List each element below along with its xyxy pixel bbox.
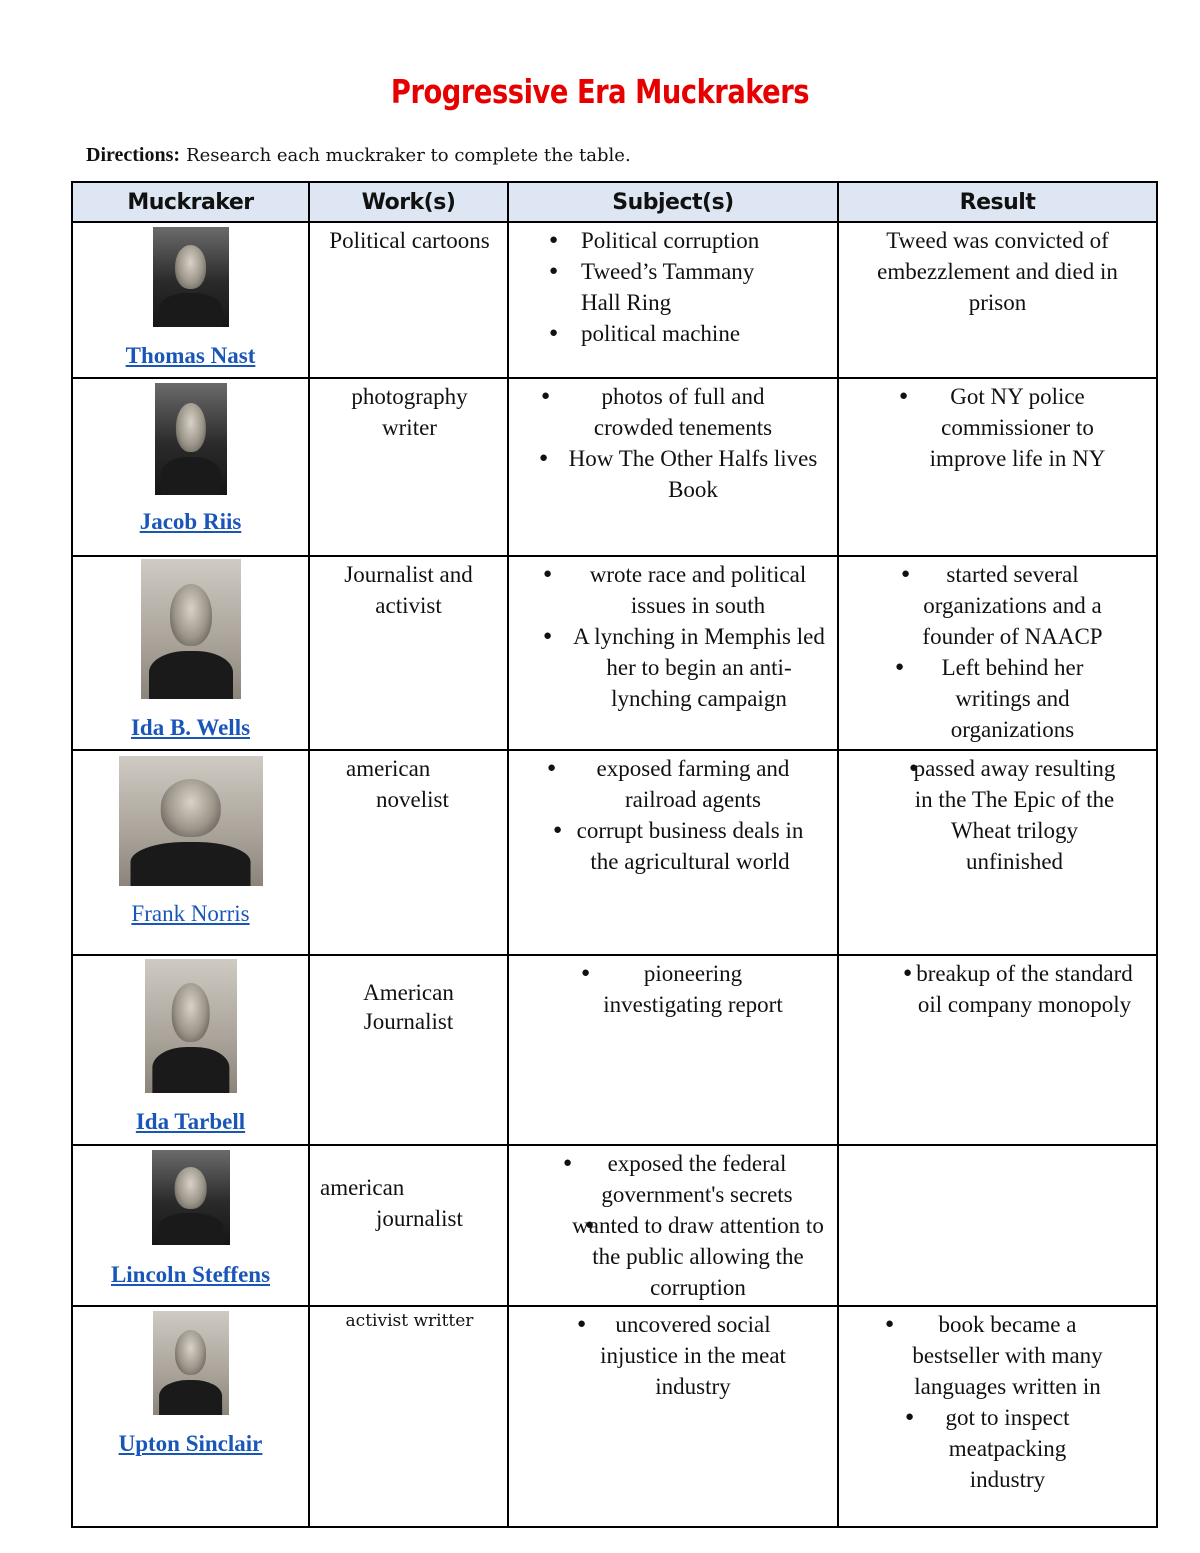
list-item: ● breakup of the standard oil company monopoly [835,958,1150,1020]
muckraker-cell [72,378,309,556]
table-row [72,378,1157,556]
list-item: ● pioneering investigating report [495,958,831,1020]
muckraker-link[interactable]: Jacob Riis [139,509,242,534]
works-text: Political cartoons [329,228,490,253]
subjects-cell [508,1306,838,1527]
muckraker-cell [72,222,309,378]
table-row [72,1145,1157,1306]
result-cell [838,556,1157,750]
portrait-photo [152,1150,230,1245]
muckraker-cell [72,750,309,955]
list-item: ● political machine [515,318,831,349]
list-item: ● wrote race and political issues in south [505,559,831,621]
list-item: ● corrupt business deals in the agricultural world [505,815,831,877]
portrait-photo [145,959,237,1093]
header-muckraker: Muckraker [72,182,309,222]
muckraker-link[interactable]: Thomas Nast [125,343,256,368]
list-item: ● wanted to draw attention to the public allowing the corruption [501,1210,831,1303]
muckraker-link[interactable]: Upton Sinclair [118,1431,263,1456]
subjects-cell [508,1145,838,1306]
muckrakers-table [71,181,1158,1528]
result-cell [838,378,1157,556]
subjects-cell [508,378,838,556]
subjects-cell [508,556,838,750]
list-item: ● got to inspect meatpacking industry [835,1402,1150,1495]
works-line: photography [351,384,468,409]
result-cell [838,955,1157,1145]
list-item: ● photos of full and crowded tenements [475,381,831,443]
subjects-cell [508,955,838,1145]
list-item: ● started several organizations and a founder of NAACP [835,559,1150,652]
table-row [72,750,1157,955]
table-row [72,556,1157,750]
directions-text: Research each muckraker to complete the table. [186,145,631,166]
works-cell [309,222,508,378]
works-text: activist writter [345,1311,474,1331]
header-works: Work(s) [309,182,508,222]
list-item: ● exposed farming and railroad agents [495,753,831,815]
works-cell [309,1145,508,1306]
works-cell [309,1306,508,1527]
result-cell [838,1145,1157,1306]
muckraker-cell [72,955,309,1145]
header-subjects: Subject(s) [508,182,838,222]
list-item: ● Got NY police commissioner to improve life in NY [825,381,1150,474]
muckraker-link[interactable]: Ida Tarbell [135,1109,246,1134]
list-item: ● Tweed’s Tammany Hall Ring [515,256,831,318]
works-line: american [346,756,431,781]
header-result: Result [838,182,1157,222]
list-item: ● A lynching in Memphis led her to begin an anti-lynching campaign [505,621,831,714]
portrait-photo [119,756,263,886]
subjects-cell [508,222,838,378]
list-item: ● exposed the federal government's secrets [501,1148,831,1210]
works-line: journalist [376,1206,463,1231]
result-cell [838,1306,1157,1527]
table-row [72,955,1157,1145]
list-item: ● uncovered social injustice in the meat industry [501,1309,831,1402]
result-cell [838,222,1157,378]
directions-label: Directions: [86,144,181,166]
portrait-photo [153,1311,229,1415]
list-item: ● book became a bestseller with many languages written in [825,1309,1150,1402]
table-row [72,1306,1157,1527]
muckraker-cell [72,1306,309,1527]
subjects-cell [508,750,838,955]
portrait-photo [141,559,241,699]
muckraker-link[interactable]: Frank Norris [131,901,250,926]
works-cell [309,955,508,1145]
portrait-photo [155,383,227,495]
muckraker-link[interactable]: Lincoln Steffens [110,1262,271,1287]
muckraker-cell [72,556,309,750]
muckraker-link[interactable]: Ida B. Wells [130,715,251,740]
result-cell [838,750,1157,955]
works-cell [309,556,508,750]
works-text: Journalist and activist [344,562,473,618]
list-item: ● How The Other Halfs lives Book [495,443,831,505]
result-text: Tweed was convicted of embezzlement and died in prison [877,228,1118,315]
list-item: ● passed away resulting in the The Epic of the Wheat trilogy unfinished [835,753,1150,877]
page-title: Progressive Era Muckrakers [390,72,810,111]
table-row [72,222,1157,378]
list-item: ● Left behind her writings and organizations [835,652,1150,745]
works-line: american [320,1175,405,1200]
works-line: novelist [376,787,449,812]
table-header-row [72,182,1157,222]
list-item: ● Political corruption [515,225,831,256]
works-cell [309,750,508,955]
works-line: writer [382,415,437,440]
directions [86,144,631,167]
works-text: American Journalist [363,980,454,1034]
muckraker-cell [72,1145,309,1306]
portrait-photo [153,227,229,327]
